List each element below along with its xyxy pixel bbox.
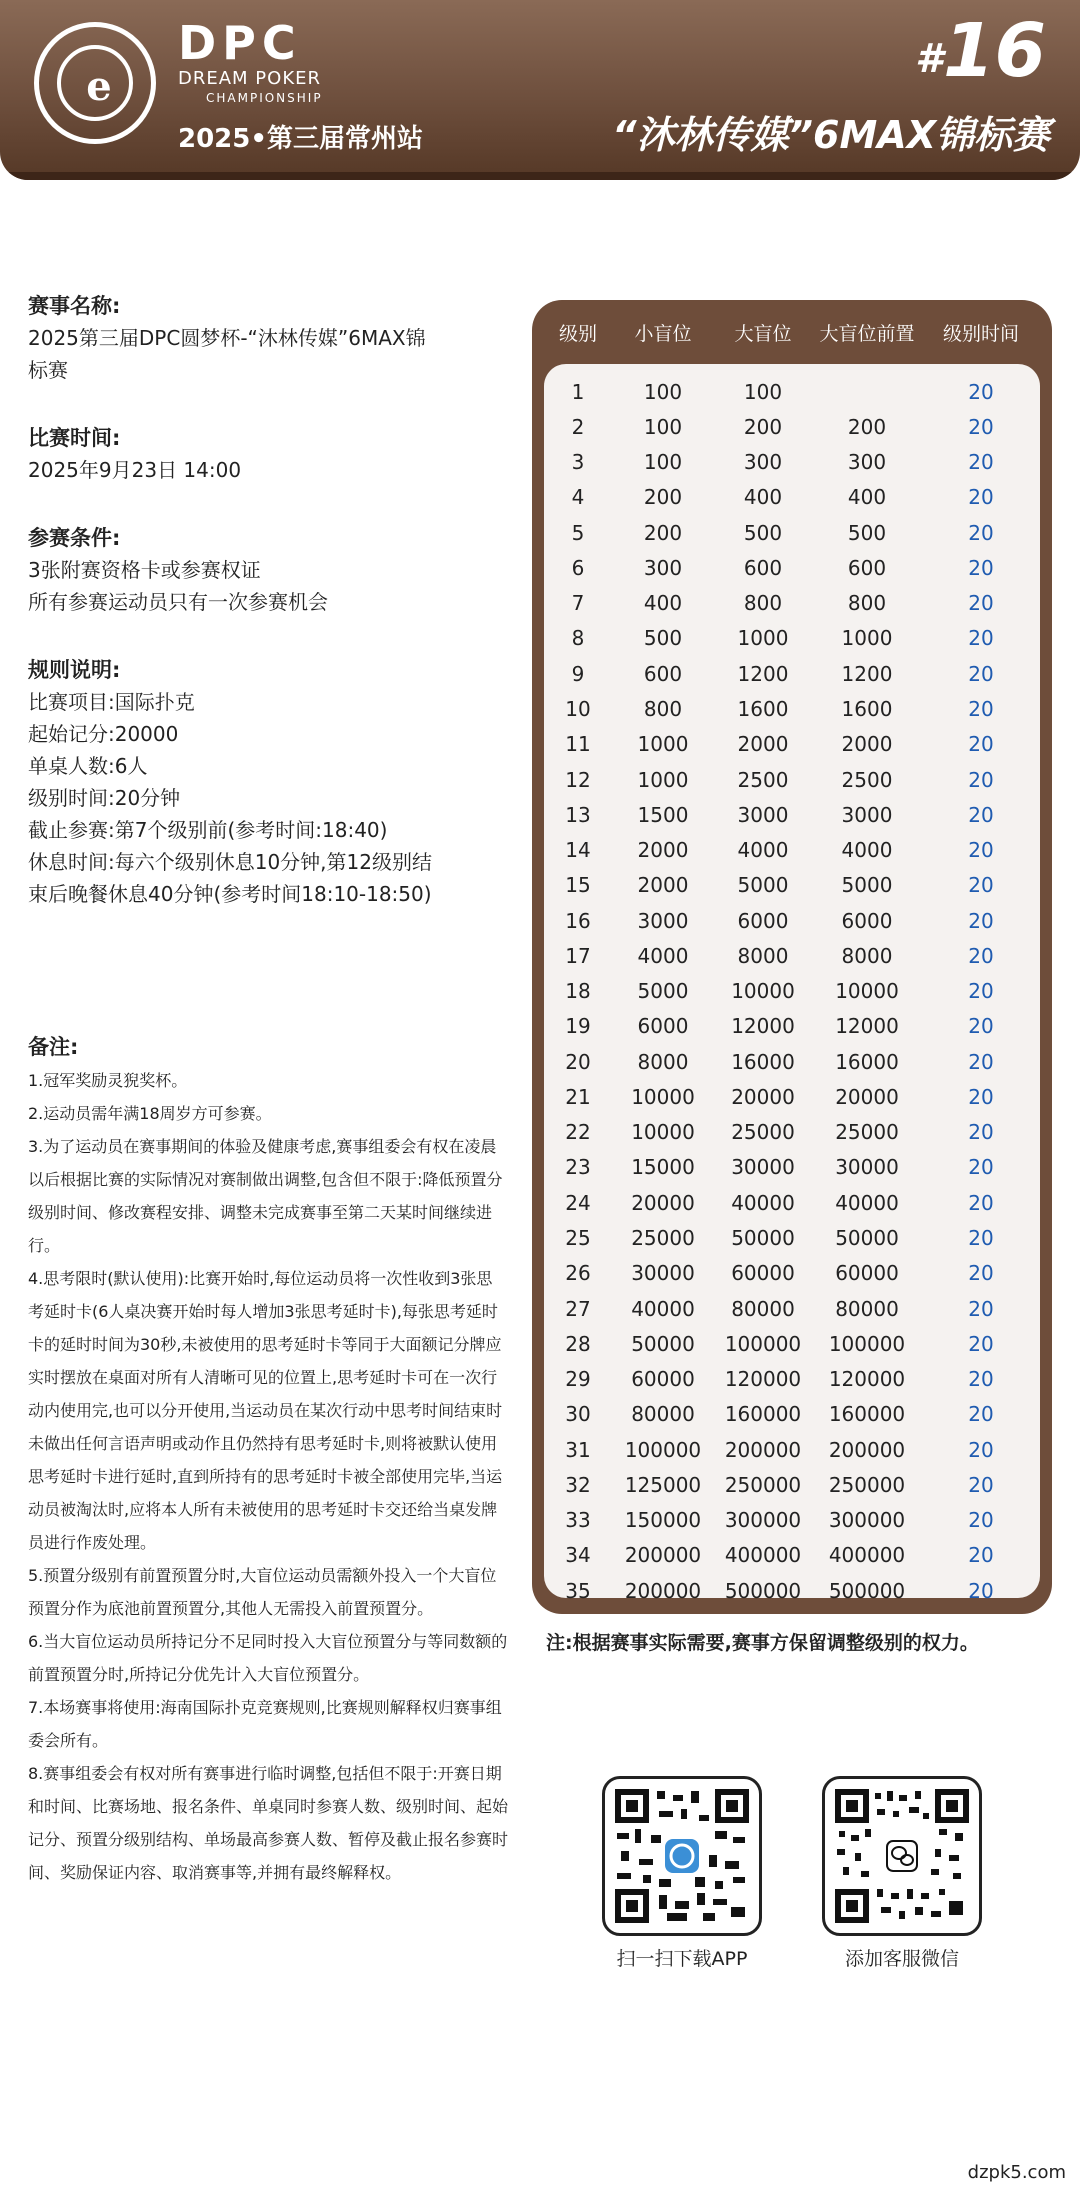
level-time-cell: 20	[968, 379, 994, 404]
level-time-cell: 20	[968, 450, 994, 475]
level-time-cell: 20	[968, 1049, 994, 1074]
level-cell: 9	[571, 661, 585, 686]
big-blind-cell: 16000	[731, 1049, 795, 1074]
small-blind-cell: 800	[643, 697, 683, 722]
level-cell: 12	[565, 767, 591, 792]
big-blind-cell: 1000	[737, 626, 789, 651]
table-header	[544, 300, 1040, 364]
station-title: 2025•第三届常州站	[178, 124, 423, 154]
ante-cell: 100000	[828, 1331, 906, 1356]
big-blind-cell: 4000	[737, 838, 789, 863]
table-row	[544, 1573, 1040, 1608]
level-cell: 4	[571, 485, 585, 510]
ante-cell: 500000	[828, 1578, 906, 1603]
level-time-cell: 20	[968, 1226, 994, 1250]
event-info	[28, 290, 518, 946]
level-time-cell: 20	[968, 1190, 994, 1215]
level-time-cell: 20	[968, 1296, 994, 1321]
header-banner	[0, 0, 1080, 180]
small-blind-cell: 100000	[624, 1437, 702, 1462]
big-blind-cell: 500	[743, 520, 783, 545]
note-item: 3.为了运动员在赛事期间的体验及健康考虑,赛事组委会有权在凌晨以后根据比赛的实际情况对赛制做出调整,包含但不限于:降低预置分级别时间、修改赛程安排、调整未完成赛事至第二天某时间继续进行。	[28, 1137, 503, 1255]
small-blind-cell: 50000	[631, 1331, 695, 1356]
col-ante: 大盲位前置	[819, 322, 915, 345]
level-cell: 2	[571, 414, 585, 439]
ante-cell: 2000	[841, 732, 893, 757]
ante-cell: 2500	[841, 767, 893, 792]
big-blind-cell: 25000	[731, 1120, 795, 1145]
note-item: 4.思考限时(默认使用):比赛开始时,每位运动员将一次性收到3张思考延时卡(6人桌决赛开始时每人增加3张思考延时卡),每张思考延时卡的延时时间为30秒,未被使用的思考延时卡等同于大面额记分牌应实时摆放在桌面对所有人清晰可见的位置上,思考延时卡可在一次行动内使用完,也可以分开使用,当运动员在某次行动中思考时间结束时未做出任何言语声明或动作且仍然持有思考延时卡,则将被默认使用思考延时卡进行延时,直到所持有的思考延时卡被全部使用完毕,当运动员被淘汰时,应将本人所有未被使用的思考延时卡交还给当桌发牌员进行作废处理。	[28, 1269, 503, 1552]
notes-section: 备注: 1.冠军奖励灵猊奖杯。 2.运动员需年满18周岁方可参赛。 3.为了运动员在赛事期间的体验及健康考虑,赛事组委会有权在凌晨以后根据比赛的实际情况对赛制做出调整,包含但不限于:降低预置分级别时间、修改赛程安排、调整未完成赛事至第二天某时间继续进行。 4.思考限时(默认使用):比赛开始时,每位运动员将一次性收到3张思考延时卡(6人桌决赛开始时每人增加3张思考延时卡),每张思考延时卡的延时时间为30秒,未被使用的思考延时卡等同于大面额记分牌应实时摆放在桌面对所有人清晰可见的位置上,思考延时卡可在一次行动内使用完,也可以分开使用,当运动员在某次行动中思考时间结束时未做出任何言语声明或动作且仍然持有思考延时卡,则将被默认使用思考延时卡进行延时,直到所持有的思考延时卡被全部使用完毕,当运动员被淘汰时,应将本人所有未被使用的思考延时卡交还给当桌发牌员进行作废处理。 5.预置分级别有前置预置分时,大盲位运动员需额外投入一个大盲位预置分作为底池前置预置分,其他人无需投入前置预置分。 6.当大盲位运动员所持记分不足同时投入大盲位预置分与等同数额的前置预置分时,所持记分优先计入大盲位预置分。 7.本场赛事将使用:海南国际扑克竞赛规则,比赛规则解释权归赛事组委会所有。 8.赛事组委会有权对所有赛事进行临时调整,包括但不限于:开赛日期和时间、比赛场地、报名条件、单桌同时参赛人数、级别时间、起始记分、预置分级别结构、单场最高参赛人数、暂停及截止报名参赛时间、奖励保证内容、取消赛事等,并拥有最终解释权。	[28, 1030, 508, 1889]
table-row	[544, 1291, 1040, 1326]
small-blind-cell: 150000	[624, 1508, 702, 1533]
big-blind-cell: 600	[743, 555, 783, 580]
level-time-cell: 20	[968, 697, 994, 722]
big-blind-cell: 120000	[724, 1367, 802, 1392]
big-blind-cell: 30000	[731, 1155, 795, 1180]
table-row	[544, 586, 1040, 621]
small-blind-cell: 40000	[631, 1296, 695, 1321]
big-blind-cell: 2500	[737, 767, 789, 792]
table-row	[544, 1185, 1040, 1220]
level-cell: 28	[565, 1331, 591, 1356]
table-row	[544, 445, 1040, 480]
big-blind-cell: 5000	[737, 873, 789, 898]
note-item: 2.运动员需年满18周岁方可参赛。	[28, 1104, 272, 1123]
col-level-time: 级别时间	[942, 322, 1019, 345]
level-time-cell: 20	[968, 943, 994, 968]
small-blind-cell: 1500	[637, 802, 689, 827]
level-cell: 8	[571, 626, 585, 651]
entry-condition-section: 参赛条件: 3张附赛资格卡或参赛权证 所有参赛运动员只有一次参赛机会	[28, 526, 328, 614]
level-cell: 24	[565, 1190, 591, 1215]
level-cell: 14	[565, 838, 591, 863]
big-blind-cell: 100000	[724, 1331, 802, 1356]
small-blind-cell: 400	[643, 591, 683, 616]
level-time-cell: 20	[968, 1543, 994, 1568]
watermark: dzpk5.com	[962, 2160, 1072, 2185]
level-time-cell: 20	[968, 1155, 994, 1180]
small-blind-cell: 1000	[637, 732, 689, 757]
level-cell: 6	[571, 555, 585, 580]
level-cell: 22	[565, 1120, 591, 1145]
note-item: 7.本场赛事将使用:海南国际扑克竞赛规则,比赛规则解释权归赛事组委会所有。	[28, 1698, 502, 1750]
ante-cell: 600	[847, 555, 887, 580]
ante-cell: 16000	[835, 1049, 899, 1074]
level-time-cell: 20	[968, 1367, 994, 1392]
level-cell: 13	[565, 802, 591, 827]
level-cell: 18	[565, 979, 591, 1004]
qr-pattern-icon	[615, 1789, 749, 1923]
ante-cell: 50000	[835, 1226, 899, 1250]
level-cell: 16	[565, 908, 591, 933]
app-qr-label: 扫一扫下载APP	[616, 1948, 748, 1970]
small-blind-cell: 20000	[631, 1190, 695, 1215]
level-time-cell: 20	[968, 1014, 994, 1039]
small-blind-cell: 10000	[631, 1120, 695, 1145]
small-blind-cell: 30000	[631, 1261, 695, 1286]
level-cell: 17	[565, 943, 591, 968]
ante-cell: 10000	[835, 979, 899, 1004]
table-row	[544, 938, 1040, 973]
note-item: 5.预置分级别有前置预置分时,大盲位运动员需额外投入一个大盲位预置分作为底池前置预置分,其他人无需投入前置预置分。	[28, 1566, 497, 1618]
table-row	[544, 1044, 1040, 1079]
small-blind-cell: 200000	[624, 1543, 702, 1568]
brand-sub: DREAM POKER	[178, 68, 322, 89]
level-cell: 1	[571, 379, 585, 404]
rules-section: 规则说明: 比赛项目:国际扑克 起始记分:20000 单桌人数:6人 级别时间:20分钟 截止参赛:第7个级别前(参考时间:18:40) 休息时间:每六个级别休息10分钟,第12级别结 束后晚餐休息40分钟(参考时间18:10-18:50)	[28, 658, 432, 906]
level-time-cell: 20	[968, 414, 994, 439]
level-time-cell: 20	[968, 626, 994, 651]
dpc-logo: e	[34, 22, 156, 144]
small-blind-cell: 200000	[624, 1578, 702, 1603]
level-cell: 32	[565, 1472, 591, 1497]
small-blind-cell: 60000	[631, 1367, 695, 1392]
col-small-blind: 小盲位	[634, 322, 692, 345]
ante-cell: 3000	[841, 802, 893, 827]
small-blind-cell: 100	[643, 450, 683, 475]
ante-cell: 1200	[841, 661, 893, 686]
level-time-cell: 20	[968, 979, 994, 1004]
level-cell: 25	[565, 1226, 591, 1250]
level-cell: 33	[565, 1508, 591, 1533]
table-row	[544, 974, 1040, 1009]
level-time-cell: 20	[968, 908, 994, 933]
small-blind-cell: 3000	[637, 908, 689, 933]
level-cell: 34	[565, 1543, 591, 1568]
event-title: “沐林传媒”6MAX锦标赛	[612, 113, 1050, 157]
table-row	[544, 1397, 1040, 1432]
brand-name: DPC	[178, 16, 302, 70]
ante-cell: 6000	[841, 908, 893, 933]
big-blind-cell: 3000	[737, 802, 789, 827]
wechat-qr-code[interactable]	[822, 1776, 982, 1936]
ante-cell: 800	[847, 591, 887, 616]
big-blind-cell: 300000	[724, 1508, 802, 1533]
level-cell: 19	[565, 1014, 591, 1039]
table-row	[544, 1150, 1040, 1185]
level-time-cell: 20	[968, 485, 994, 510]
table-row	[544, 480, 1040, 515]
big-blind-cell: 6000	[737, 908, 789, 933]
ante-cell: 12000	[835, 1014, 899, 1039]
brand-sub2: CHAMPIONSHIP	[206, 91, 323, 105]
level-cell: 23	[565, 1155, 591, 1180]
big-blind-cell: 40000	[731, 1190, 795, 1215]
brand-wordmark	[178, 18, 323, 106]
app-qr-code[interactable]	[602, 1776, 762, 1936]
big-blind-cell: 800	[743, 591, 783, 616]
small-blind-cell: 2000	[637, 838, 689, 863]
level-cell: 29	[565, 1367, 591, 1392]
level-time-cell: 20	[968, 591, 994, 616]
table-row	[544, 1432, 1040, 1467]
event-time-section: 比赛时间: 2025年9月23日 14:00	[28, 426, 242, 482]
level-cell: 31	[565, 1437, 591, 1462]
big-blind-cell: 50000	[731, 1226, 795, 1250]
big-blind-cell: 200	[743, 414, 783, 439]
table-row	[544, 1220, 1040, 1255]
level-cell: 26	[565, 1261, 591, 1286]
level-cell: 30	[565, 1402, 591, 1427]
level-time-cell: 20	[968, 802, 994, 827]
table-row	[544, 1256, 1040, 1291]
table-row	[544, 656, 1040, 691]
big-blind-cell: 100	[743, 379, 783, 404]
table-row	[544, 1115, 1040, 1150]
table-row	[544, 691, 1040, 726]
small-blind-cell: 8000	[637, 1049, 689, 1074]
level-time-cell: 20	[968, 732, 994, 757]
ante-cell: 300000	[828, 1508, 906, 1533]
table-row	[544, 1009, 1040, 1044]
table-note: 注:根据赛事实际需要,赛事方保留调整级别的权力。	[546, 1632, 979, 1654]
big-blind-cell: 12000	[731, 1014, 795, 1039]
ante-cell: 1600	[841, 697, 893, 722]
ante-cell: 120000	[828, 1367, 906, 1392]
level-cell: 20	[565, 1049, 591, 1074]
wechat-qr-label: 添加客服微信	[844, 1948, 959, 1970]
level-time-cell: 20	[968, 1472, 994, 1497]
blinds-table	[532, 300, 1052, 1614]
small-blind-cell: 80000	[631, 1402, 695, 1427]
table-row	[544, 1503, 1040, 1538]
table-row	[544, 550, 1040, 585]
ante-cell: 400	[847, 485, 887, 510]
level-time-cell: 20	[968, 661, 994, 686]
note-item: 6.当大盲位运动员所持记分不足同时投入大盲位预置分与等同数额的前置预置分时,所持记分优先计入大盲位预置分。	[28, 1632, 508, 1684]
ante-cell: 30000	[835, 1155, 899, 1180]
level-cell: 7	[571, 591, 585, 616]
big-blind-cell: 250000	[724, 1472, 802, 1497]
table-row	[544, 762, 1040, 797]
table-row	[544, 515, 1040, 550]
ante-cell: 1000	[841, 626, 893, 651]
table-row	[544, 1326, 1040, 1361]
big-blind-cell: 2000	[737, 732, 789, 757]
level-time-cell: 20	[968, 1402, 994, 1427]
small-blind-cell: 6000	[637, 1014, 689, 1039]
level-cell: 15	[565, 873, 591, 898]
note-item: 1.冠军奖励灵猊奖杯。	[28, 1071, 188, 1090]
small-blind-cell: 10000	[631, 1084, 695, 1109]
ante-cell: 20000	[835, 1084, 899, 1109]
table-row	[544, 1538, 1040, 1573]
col-level: 级别	[558, 322, 597, 345]
small-blind-cell: 1000	[637, 767, 689, 792]
small-blind-cell: 200	[643, 485, 683, 510]
level-time-cell: 20	[968, 767, 994, 792]
ante-cell: 80000	[835, 1296, 899, 1321]
small-blind-cell: 200	[643, 520, 683, 545]
big-blind-cell: 8000	[737, 943, 789, 968]
big-blind-cell: 300	[743, 450, 783, 475]
ante-cell: 5000	[841, 873, 893, 898]
event-number: #16	[915, 8, 1046, 94]
big-blind-cell: 60000	[731, 1261, 795, 1286]
level-time-cell: 20	[968, 1120, 994, 1145]
level-time-cell: 20	[968, 555, 994, 580]
level-time-cell: 20	[968, 873, 994, 898]
ante-cell: 25000	[835, 1120, 899, 1145]
small-blind-cell: 125000	[624, 1472, 702, 1497]
col-big-blind: 大盲位	[734, 322, 792, 345]
table-row	[544, 727, 1040, 762]
big-blind-cell: 400000	[724, 1543, 802, 1568]
level-cell: 21	[565, 1084, 591, 1109]
big-blind-cell: 1200	[737, 661, 789, 686]
big-blind-cell: 20000	[731, 1084, 795, 1109]
big-blind-cell: 160000	[724, 1402, 802, 1427]
level-time-cell: 20	[968, 1331, 994, 1356]
small-blind-cell: 5000	[637, 979, 689, 1004]
small-blind-cell: 100	[643, 379, 683, 404]
small-blind-cell: 2000	[637, 873, 689, 898]
table-row	[544, 868, 1040, 903]
level-time-cell: 20	[968, 838, 994, 863]
level-cell: 35	[565, 1578, 591, 1603]
qr-pattern-icon	[835, 1789, 969, 1923]
small-blind-cell: 300	[643, 555, 683, 580]
ante-cell: 60000	[835, 1261, 899, 1286]
small-blind-cell: 100	[643, 414, 683, 439]
note-item: 8.赛事组委会有权对所有赛事进行临时调整,包括但不限于:开赛日期和时间、比赛场地、报名条件、单桌同时参赛人数、级别时间、起始记分、预置分级别结构、单场最高参赛人数、暂停及截止报名参赛时间、奖励保证内容、取消赛事等,并拥有最终解释权。	[28, 1764, 509, 1882]
ante-cell: 8000	[841, 943, 893, 968]
table-row	[544, 797, 1040, 832]
ante-cell: 200000	[828, 1437, 906, 1462]
table-row	[544, 1361, 1040, 1396]
ante-cell: 250000	[828, 1472, 906, 1497]
level-cell: 5	[571, 520, 585, 545]
table-row	[544, 1467, 1040, 1502]
level-time-cell: 20	[968, 520, 994, 545]
big-blind-cell: 1600	[737, 697, 789, 722]
big-blind-cell: 500000	[724, 1578, 802, 1603]
level-cell: 27	[565, 1296, 591, 1321]
ante-cell: 500	[847, 520, 887, 545]
big-blind-cell: 10000	[731, 979, 795, 1004]
ante-cell: 160000	[828, 1402, 906, 1427]
small-blind-cell: 500	[643, 626, 683, 651]
table-row	[544, 832, 1040, 867]
ante-cell: 40000	[835, 1190, 899, 1215]
table-body	[544, 364, 1040, 1603]
table-row	[544, 374, 1040, 409]
big-blind-cell: 200000	[724, 1437, 802, 1462]
small-blind-cell: 15000	[631, 1155, 695, 1180]
level-cell: 11	[565, 732, 591, 757]
level-time-cell: 20	[968, 1437, 994, 1462]
level-time-cell: 20	[968, 1084, 994, 1109]
table-row	[544, 1079, 1040, 1114]
ante-cell: 300	[847, 450, 887, 475]
table-row	[544, 409, 1040, 444]
level-time-cell: 20	[968, 1578, 994, 1603]
small-blind-cell: 25000	[631, 1226, 695, 1250]
level-time-cell: 20	[968, 1508, 994, 1533]
big-blind-cell: 80000	[731, 1296, 795, 1321]
big-blind-cell: 400	[743, 485, 783, 510]
ante-cell: 4000	[841, 838, 893, 863]
level-time-cell: 20	[968, 1261, 994, 1286]
ante-cell: 200	[847, 414, 887, 439]
level-cell: 10	[565, 697, 591, 722]
table-row	[544, 903, 1040, 938]
level-cell: 3	[571, 450, 585, 475]
table-row	[544, 621, 1040, 656]
ante-cell: 400000	[828, 1543, 906, 1568]
small-blind-cell: 4000	[637, 943, 689, 968]
event-name-section: 赛事名称: 2025第三届DPC圆梦杯-“沐林传媒”6MAX锦 标赛	[28, 294, 426, 382]
small-blind-cell: 600	[643, 661, 683, 686]
